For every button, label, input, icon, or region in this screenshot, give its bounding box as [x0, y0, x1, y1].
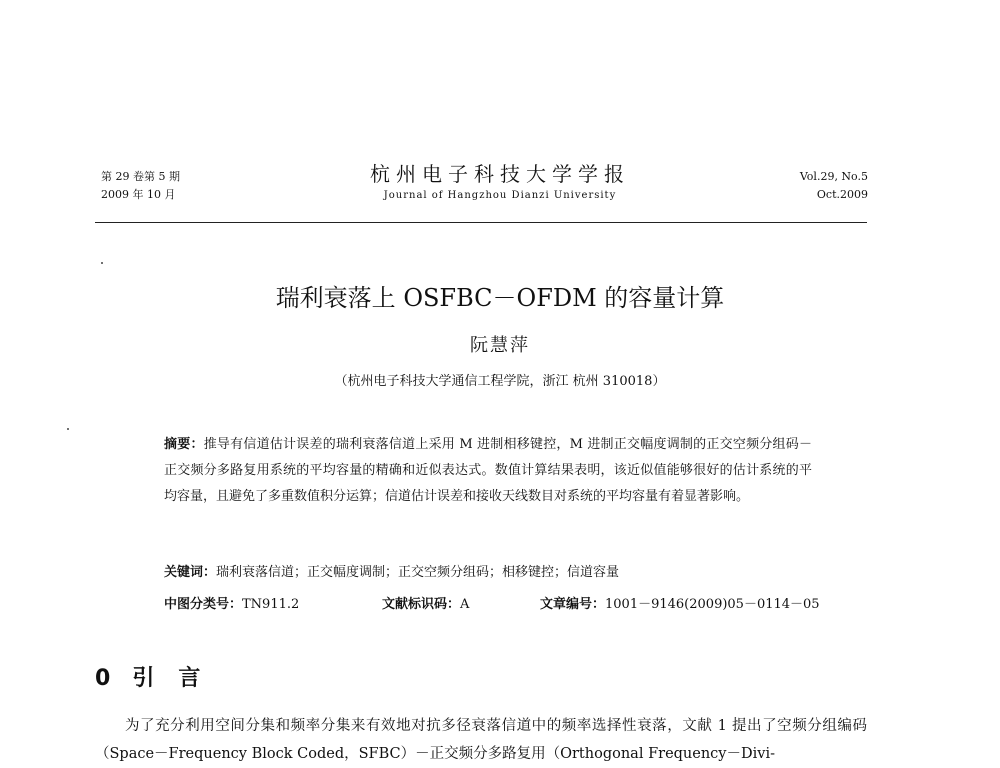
clc-number — [164, 594, 299, 616]
clc-value: TN911.2 — [242, 597, 300, 612]
clc-label: 中图分类号： — [164, 597, 243, 612]
body-paragraph: 为了充分利用空间分集和频率分集来有效地对抗多径衰落信道中的频率选择性衰落，文献 1 提出了空频分组编码（Space－Frequency Block Coded，SFBC）－正交频分多路复用（Orthogonal Frequency－Divi- — [95, 718, 867, 762]
publication-date-cn: 2009 年 10 月 — [101, 188, 176, 201]
article-number-value: 1001－9146(2009)05－0114－05 — [605, 597, 820, 612]
journal-name-cn: 杭州电子科技大学学报 — [370, 162, 630, 186]
keywords — [164, 562, 812, 584]
header-divider — [95, 222, 867, 223]
author-affiliation: （杭州电子科技大学通信工程学院，浙江 杭州 310018） — [334, 374, 666, 389]
abstract-text: 推导有信道估计误差的瑞利衰落信道上采用 M 进制相移键控，M 进制正交幅度调制的正交空频分组码－正交频分多路复用系统的平均容量的精确和近似表达式。数值计算结果表明，该近似值能够很好的估计系统的平均容量，且避免了多重数值积分运算；信道估计误差和接收天线数目对系统的平均容量有着显著影响。 — [164, 437, 812, 504]
abstract-label: 摘要： — [164, 437, 204, 452]
section-title: 引言 — [132, 666, 225, 691]
paper-author: 阮慧萍 — [470, 335, 530, 356]
abstract — [164, 432, 812, 510]
journal-name-en: Journal of Hangzhou Dianzi University — [383, 190, 617, 201]
section-number: 0 — [95, 666, 111, 691]
keywords-label: 关键词： — [164, 565, 217, 580]
scan-speck — [101, 262, 103, 264]
publication-date-en: Oct.2009 — [816, 188, 868, 201]
article-number-label: 文章编号： — [540, 597, 606, 612]
scan-speck — [67, 428, 69, 430]
volume-issue-en: Vol.29, No.5 — [799, 170, 868, 183]
keywords-text: 瑞利衰落信道；正交幅度调制；正交空频分组码；相移键控；信道容量 — [216, 565, 620, 580]
document-code-label: 文献标识码： — [382, 597, 461, 612]
paper-title: 瑞利衰落上 OSFBC－OFDM 的容量计算 — [275, 284, 725, 312]
section-heading — [95, 664, 224, 694]
document-code-value: A — [460, 597, 470, 612]
document-code — [382, 594, 469, 616]
article-number — [540, 594, 820, 616]
header-volume-en-block — [800, 168, 868, 204]
volume-issue: 第 29 卷第 5 期 — [101, 170, 180, 183]
